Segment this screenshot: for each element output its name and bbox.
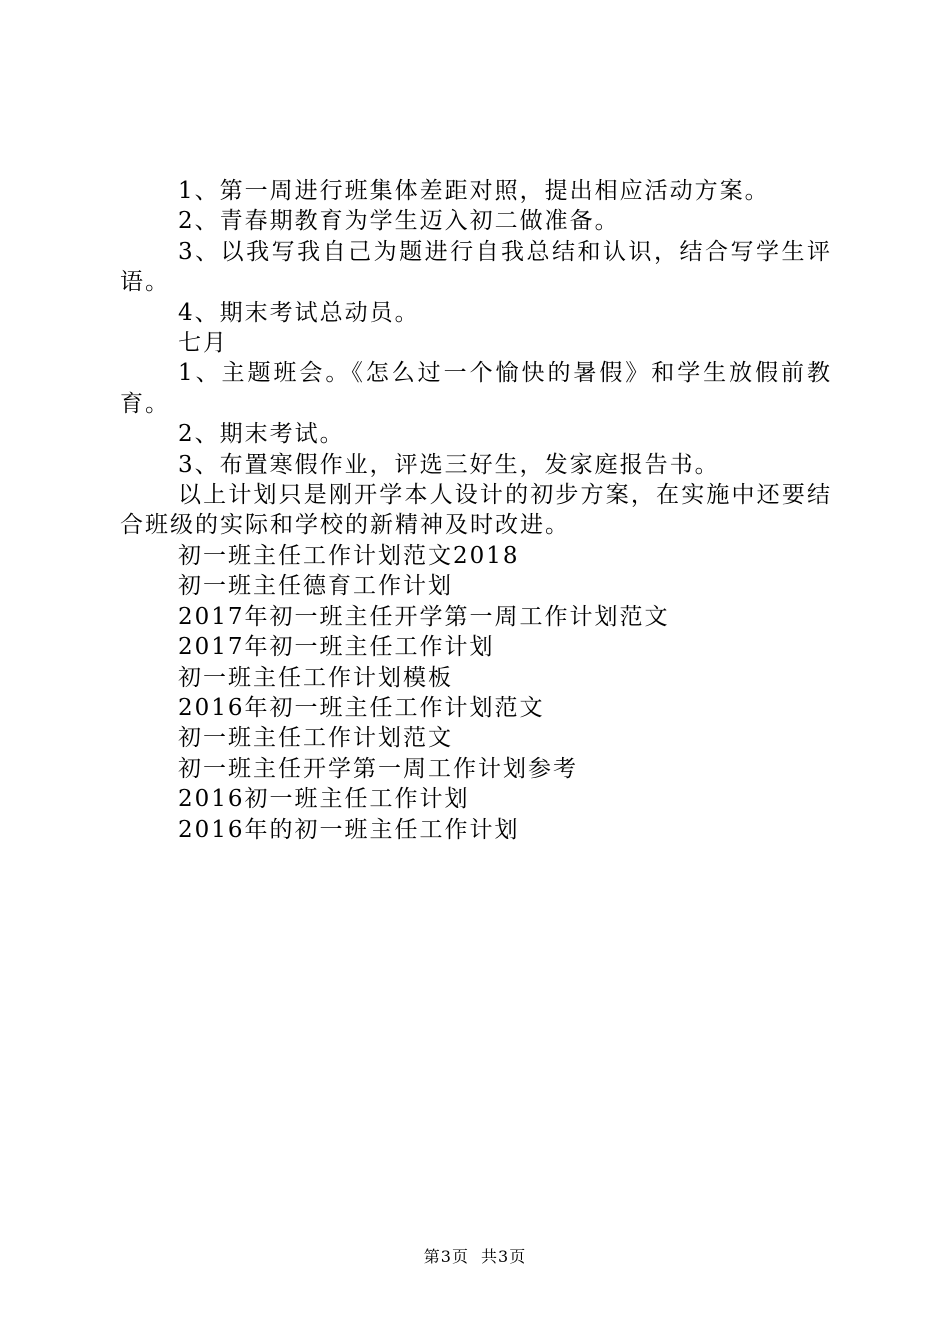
- paragraph-self-summary: 3、以我写我自己为题进行自我总结和认识，结合写学生评语。: [120, 238, 832, 296]
- related-link-item: 初一班主任工作计划范文2018: [178, 542, 520, 569]
- paragraph-final-exam-mobilization: 4、期末考试总动员。: [178, 299, 420, 326]
- paragraph-plan-note: 以上计划只是刚开学本人设计的初步方案，在实施中还要结合班级的实际和学校的新精神及时改进。: [120, 482, 832, 539]
- section-heading-july: 七月: [178, 330, 228, 357]
- page-footer: [0, 1244, 950, 1267]
- related-link-item: 初一班主任开学第一周工作计划参考: [178, 755, 578, 782]
- page-number: 第3页: [423, 1247, 469, 1266]
- related-link-item: 初一班主任工作计划范文: [178, 725, 453, 752]
- related-link-item: 2017年初一班主任工作计划: [178, 634, 495, 661]
- related-link-item: 初一班主任工作计划模板: [178, 664, 453, 691]
- paragraph-puberty-education: 2、青春期教育为学生迈入初二做准备。: [178, 208, 620, 235]
- paragraph-week1-comparison: 1、第一周进行班集体差距对照，提出相应活动方案。: [178, 178, 770, 204]
- paragraph-theme-class-meeting: 1、主题班会。《怎么过一个愉快的暑假》和学生放假前教育。: [120, 360, 832, 417]
- paragraph-winter-homework: 3、布置寒假作业，评选三好生，发家庭报告书。: [178, 451, 720, 478]
- related-link-item: 2016初一班主任工作计划: [178, 786, 470, 813]
- related-link-item: 2016年的初一班主任工作计划: [178, 816, 520, 843]
- related-link-item: 初一班主任德育工作计划: [178, 573, 453, 600]
- related-link-item: 2017年初一班主任开学第一周工作计划范文: [178, 603, 670, 630]
- document-body: [120, 176, 832, 845]
- paragraph-final-exam: 2、期末考试。: [178, 421, 345, 448]
- page-total: 共3页: [481, 1247, 527, 1266]
- related-link-item: 2016年初一班主任工作计划范文: [178, 694, 545, 721]
